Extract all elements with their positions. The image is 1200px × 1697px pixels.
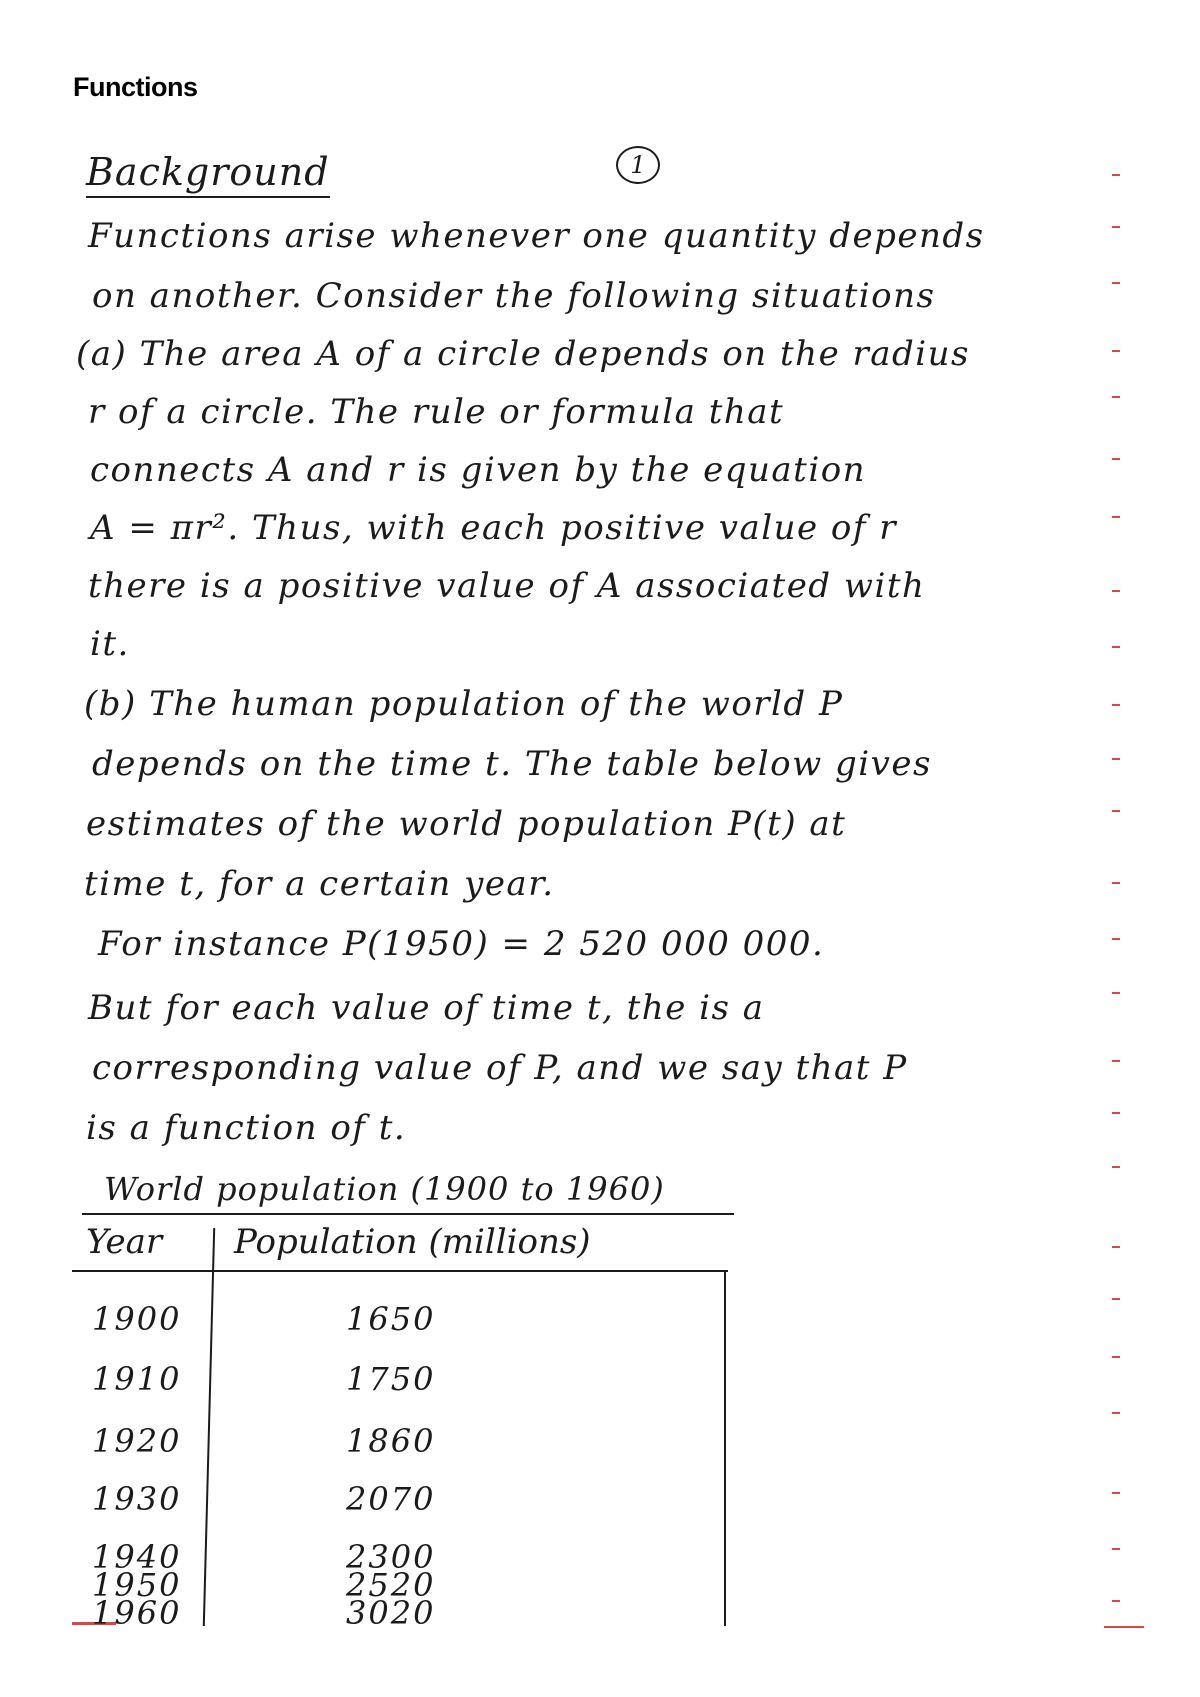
note-line: estimates of the world population P(t) at	[86, 804, 847, 844]
note-line: connects A and r is given by the equation	[90, 450, 867, 490]
note-line: time t, for a certain year.	[84, 864, 555, 904]
note-line: r of a circle. The rule or formula that	[88, 392, 785, 432]
table-row	[72, 1594, 728, 1634]
column-header-population: Population (millions)	[234, 1222, 591, 1262]
year-cell: 1910	[92, 1360, 182, 1398]
note-heading: Background	[86, 150, 330, 198]
note-line: A = πr². Thus, with each positive value of r	[90, 508, 898, 548]
table-title: World population (1900 to 1960)	[104, 1170, 665, 1208]
margin-dash	[1112, 758, 1120, 760]
year-cell: 1930	[92, 1480, 182, 1518]
margin-dash	[1112, 938, 1120, 940]
margin-dash	[1112, 1492, 1120, 1494]
margin-dash	[1112, 1298, 1120, 1300]
page-header-title: Functions	[73, 72, 198, 102]
population-table	[72, 1222, 728, 1632]
table-row	[72, 1422, 728, 1462]
note-line: is a function of t.	[86, 1108, 407, 1148]
note-line: For instance P(1950) = 2 520 000 000.	[98, 924, 825, 964]
note-line: (b) The human population of the world P	[84, 684, 844, 724]
population-cell: 2300	[346, 1538, 436, 1576]
margin-dash	[1112, 516, 1120, 518]
note-line: on another. Consider the following situations	[92, 276, 936, 316]
margin-dash	[1112, 646, 1120, 648]
margin-dash	[1112, 1548, 1120, 1550]
margin-dash	[1112, 282, 1120, 284]
margin-dash	[1112, 1412, 1120, 1414]
margin-dash	[1112, 992, 1120, 994]
note-line: there is a positive value of A associated with	[88, 566, 926, 606]
margin-dash	[1112, 226, 1120, 228]
header-rule	[72, 1270, 728, 1272]
table-row	[72, 1300, 728, 1340]
margin-dash	[1112, 882, 1120, 884]
table-title-underline	[82, 1213, 734, 1215]
note-line: it.	[90, 624, 130, 664]
margin-dash	[1112, 590, 1120, 592]
margin-dash	[1112, 350, 1120, 352]
margin-dash	[1112, 1356, 1120, 1358]
margin-dash	[1112, 174, 1120, 176]
margin-dash	[1112, 396, 1120, 398]
margin-dash	[1112, 1060, 1120, 1062]
page-number-circle: 1	[616, 146, 660, 184]
margin-dash	[1112, 1166, 1120, 1168]
year-cell: 1920	[92, 1422, 182, 1460]
margin-dash	[1112, 1600, 1120, 1602]
population-cell: 2520	[346, 1566, 436, 1604]
population-cell: 1650	[346, 1300, 436, 1338]
year-cell: 1940	[92, 1538, 182, 1576]
year-cell: 1950	[92, 1566, 182, 1604]
margin-dash	[1112, 810, 1120, 812]
note-line: (a) The area A of a circle depends on the radius	[76, 334, 971, 374]
margin-dash	[1112, 704, 1120, 706]
margin-dash	[1112, 1246, 1120, 1248]
column-header-year: Year	[86, 1222, 163, 1262]
margin-marks	[1104, 0, 1144, 1697]
table-row	[72, 1360, 728, 1400]
population-cell: 1860	[346, 1422, 436, 1460]
population-cell: 1750	[346, 1360, 436, 1398]
year-cell: 1900	[92, 1300, 182, 1338]
margin-dash	[1112, 458, 1120, 460]
population-cell: 3020	[346, 1594, 436, 1632]
note-line: Functions arise whenever one quantity depends	[88, 216, 985, 256]
year-cell: 1960	[92, 1594, 182, 1632]
margin-dash	[1112, 1112, 1120, 1114]
table-row	[72, 1480, 728, 1520]
population-cell: 2070	[346, 1480, 436, 1518]
note-line: depends on the time t. The table below gives	[92, 744, 932, 784]
note-line: But for each value of time t, the is a	[88, 988, 765, 1028]
margin-dash-long	[1104, 1626, 1144, 1628]
note-line: corresponding value of P, and we say that P	[92, 1048, 908, 1088]
